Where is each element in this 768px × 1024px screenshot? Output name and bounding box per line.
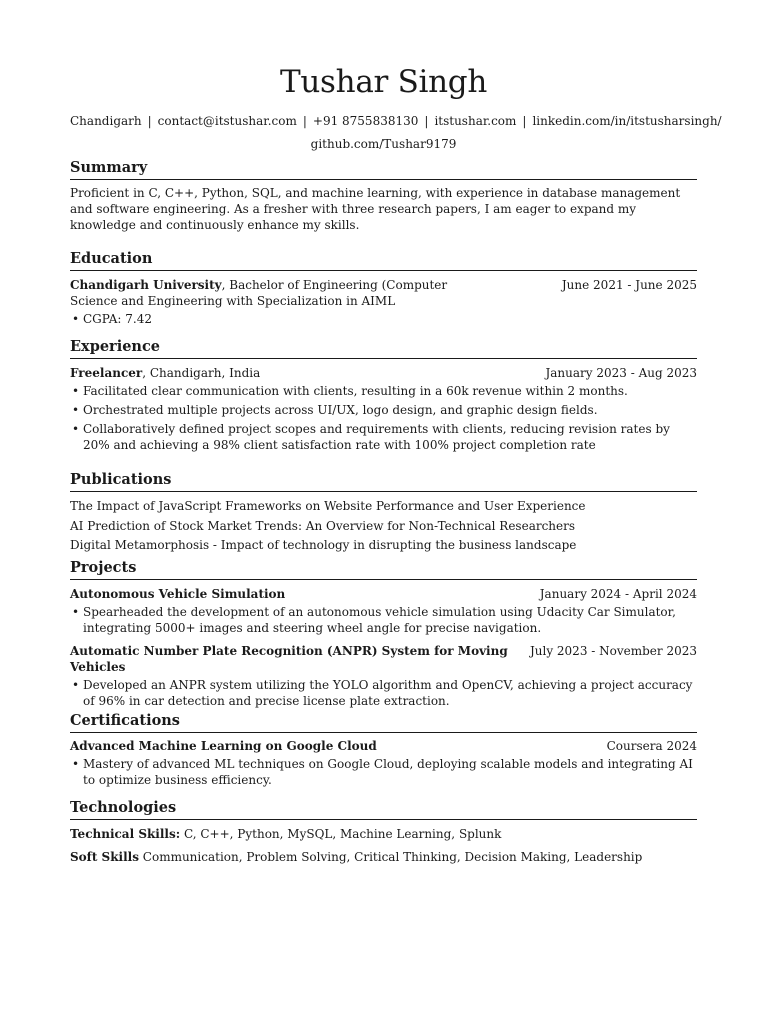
education-bullets	[70, 311, 697, 327]
contact-linkedin[interactable]: linkedin.com/in/itstusharsingh/	[532, 114, 722, 128]
certification-name: Advanced Machine Learning on Google Cloud	[70, 739, 377, 753]
summary-heading: Summary	[70, 159, 697, 180]
contact-phone[interactable]: +91 8755838130	[312, 114, 419, 128]
experience-dates: January 2023 - Aug 2023	[545, 366, 697, 380]
publication-item: The Impact of JavaScript Frameworks on Website Performance and User Experience	[70, 499, 586, 513]
certifications-heading: Certifications	[70, 712, 697, 733]
list-item: • Facilitated clear communication with clients, resulting in a 60k revenue within 2 months.	[70, 383, 697, 399]
contact-website[interactable]: itstushar.com	[434, 114, 517, 128]
contact-line-2	[70, 137, 697, 151]
technical-skills-label: Technical Skills:	[70, 827, 181, 841]
project-name: Autonomous Vehicle Simulation	[70, 587, 286, 601]
project-dates: January 2024 - April 2024	[539, 587, 697, 601]
publication-item: Digital Metamorphosis - Impact of technology in disrupting the business landscape	[70, 538, 577, 552]
separator: |	[302, 114, 307, 128]
experience-entry	[70, 365, 697, 456]
list-item: • CGPA: 7.42	[70, 311, 697, 327]
education-dates: June 2021 - June 2025	[561, 278, 697, 292]
experience-heading: Experience	[70, 338, 697, 359]
candidate-name: Tushar Singh	[280, 64, 487, 100]
technical-skills-value: C, C++, Python, MySQL, Machine Learning, Splunk	[180, 827, 502, 841]
publications-list	[70, 498, 697, 557]
separator: |	[522, 114, 527, 128]
projects-heading: Projects	[70, 559, 697, 580]
list-item: • Developed an ANPR system utilizing the YOLO algorithm and OpenCV, achieving a project accuracy of 96% in car detection and precise license plate extraction.	[70, 677, 697, 709]
separator: |	[424, 114, 429, 128]
project-bullets	[70, 604, 697, 636]
technologies-heading: Technologies	[70, 799, 697, 820]
contact-github[interactable]: github.com/Tushar9179	[310, 137, 457, 151]
contact-email[interactable]: contact@itstushar.com	[157, 114, 297, 128]
soft-skills	[70, 849, 697, 865]
project-bullets	[70, 677, 697, 709]
experience-location: , Chandigarh, India	[142, 366, 261, 380]
contact-location: Chandigarh	[70, 114, 142, 128]
list-item: • Spearheaded the development of an autonomous vehicle simulation using Udacity Car Simulator, integrating 5000+ images and steering wheel angle for precise navigation.	[70, 604, 697, 636]
list-item: • Collaboratively defined project scopes and requirements with clients, reducing revision rates by 20% and achieving a 98% client satisfaction rate with 100% project completion rate	[70, 421, 697, 453]
technical-skills	[70, 826, 697, 842]
contact-line	[70, 114, 722, 128]
certification-bullets	[70, 756, 697, 788]
certification-provider: Coursera 2024	[606, 739, 697, 753]
project-name: Automatic Number Plate Recognition (ANPR) System for Moving Vehicles	[70, 644, 508, 674]
publication-item: AI Prediction of Stock Market Trends: An Overview for Non-Technical Researchers	[70, 518, 576, 533]
soft-skills-label: Soft Skills	[70, 850, 139, 864]
soft-skills-value: Communication, Problem Solving, Critical Thinking, Decision Making, Leadership	[138, 850, 643, 864]
education-entry	[70, 277, 697, 330]
experience-role: Freelancer	[70, 366, 143, 380]
education-degree: , Bachelor of Engineering (Computer Science and Engineering with Specialization in AIML	[70, 278, 448, 308]
separator: |	[147, 114, 152, 128]
project-entry	[70, 643, 697, 712]
publications-heading: Publications	[70, 471, 697, 492]
list-item: • Mastery of advanced ML techniques on Google Cloud, deploying scalable models and integrating AI to optimize business efficiency.	[70, 756, 697, 788]
certification-entry	[70, 738, 697, 791]
experience-bullets	[70, 383, 697, 453]
education-institution: Chandigarh University	[70, 278, 222, 292]
project-dates: July 2023 - November 2023	[529, 644, 697, 658]
project-entry	[70, 586, 697, 639]
education-heading: Education	[70, 250, 697, 271]
summary-text: Proficient in C, C++, Python, SQL, and machine learning, with experience in database management and software engineering. As a fresher with three research papers, I am eager to expand my knowledge and continuously enhance my skills.	[70, 186, 681, 232]
list-item: • Orchestrated multiple projects across UI/UX, logo design, and graphic design fields.	[70, 402, 697, 418]
